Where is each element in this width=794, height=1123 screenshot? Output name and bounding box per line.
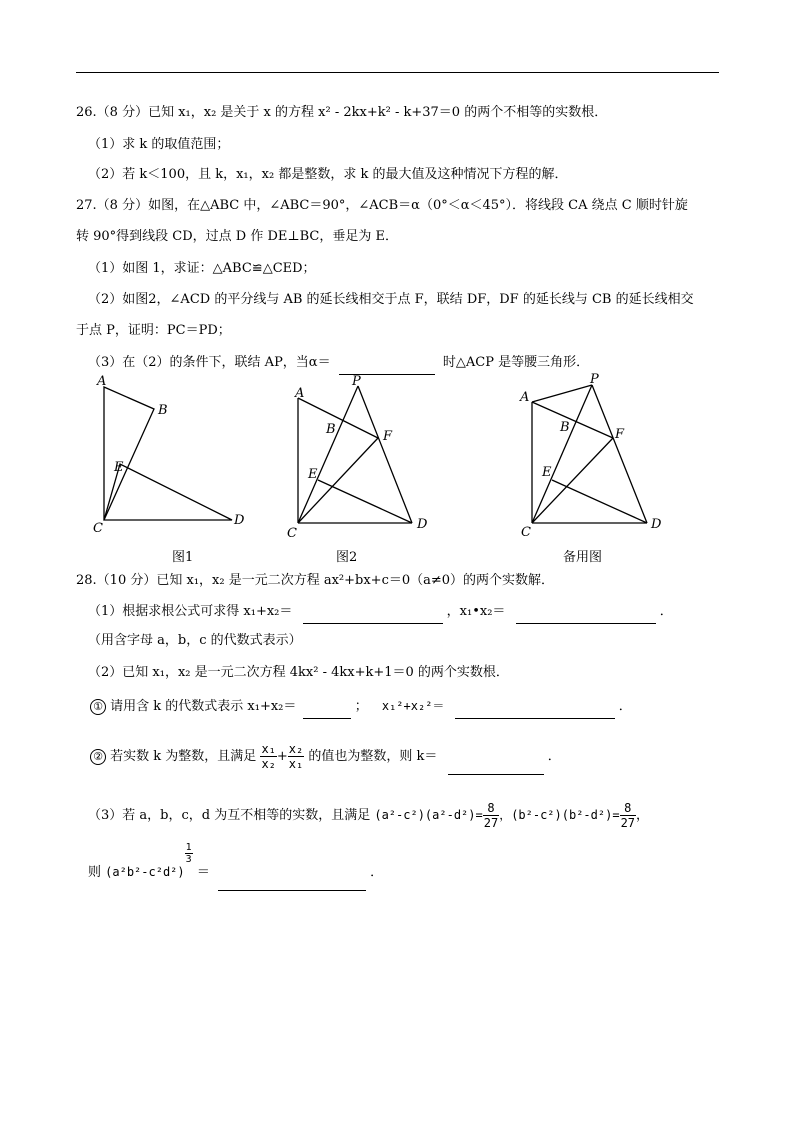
q28-sub2-text-b: 的值也为整数，则 k＝ <box>308 749 438 764</box>
q28-stem: 28.（10 分）已知 x₁，x₂ 是一元二次方程 ax²+bx+c＝0（a≠0）的两个实数解． <box>76 573 555 588</box>
frac1-numerator: x₁ <box>261 742 276 756</box>
figure-spare <box>532 385 647 523</box>
q27-part3-text-a: （3）在（2）的条件下，联结 AP，当α＝ <box>88 355 331 370</box>
q28-sub1-squares-blank[interactable] <box>455 700 615 719</box>
caption-spare-figure: 备用图 <box>563 550 603 565</box>
fraction-8-27-a <box>483 801 499 830</box>
fig1-label-c: C <box>93 521 103 536</box>
frac-8a: 8 <box>483 801 499 816</box>
q26-part2: （2）若 k＜100，且 k，x₁，x₂ 都是整数，求 k 的最大值及这种情况下方程的解． <box>88 167 568 182</box>
spare-label-a: A <box>520 390 530 405</box>
q28-sub2-k-blank[interactable] <box>448 744 544 775</box>
q28-part1-end: ． <box>659 604 673 619</box>
fig2-label-a: A <box>295 386 305 401</box>
figure-1 <box>104 387 232 520</box>
q28-part3-end: ． <box>370 865 384 880</box>
q26-part1: （1）求 k 的取值范围； <box>88 137 230 152</box>
fig2-label-d: D <box>417 517 428 532</box>
exp-denominator: 3 <box>185 854 192 865</box>
q28-sub2-text-a: 若实数 k 为整数，且满足 <box>110 749 257 764</box>
q28-part1-note: （用含字母 a，b，c 的代数式表示） <box>88 633 302 648</box>
spare-label-p: P <box>590 372 599 387</box>
q28-sub1-text-a: 请用含 k 的代数式表示 x₁+x₂＝ <box>110 699 297 714</box>
q28-product-blank[interactable] <box>516 605 656 624</box>
circled-one: ① <box>90 699 106 715</box>
fig1-label-d: D <box>234 513 245 528</box>
q28-part3-text: （3）若 a，b，c，d 为互不相等的实数，且满足 <box>88 808 371 823</box>
q28-sub1 <box>90 697 632 719</box>
q28-part3-line2 <box>88 842 383 891</box>
q27-part3-text-b: 时△ACP 是等腰三角形． <box>442 355 590 370</box>
q28-part1-sum-text: （1）根据求根公式可求得 x₁+x₂＝ <box>88 604 293 619</box>
frac2-numerator: x₂ <box>288 742 304 756</box>
q26-stem: 26.（8 分）已知 x₁，x₂ 是关于 x 的方程 x² - 2kx+k² - k+37＝0 的两个不相等的实数根． <box>76 105 608 120</box>
fraction-8-27-b <box>620 801 636 830</box>
q28-part3-equals: ＝ <box>196 865 210 880</box>
caption-figure-1: 图1 <box>172 550 194 565</box>
q27-part2: （2）如图2，∠ACD 的平分线与 AB 的延长线相交于点 F，联结 DF，DF 的延长线与 CB 的延长线相交 <box>88 292 694 307</box>
spare-label-c: C <box>521 525 531 540</box>
fig1-label-e: E <box>114 460 124 475</box>
fig1-label-a: A <box>97 374 107 389</box>
spare-label-b: B <box>560 420 570 435</box>
q28-part3-then: 则 <box>88 865 102 880</box>
spare-label-f: F <box>615 427 625 442</box>
circled-two: ② <box>90 749 106 765</box>
plus-sign: + <box>276 749 288 764</box>
q28-part3 <box>88 800 649 831</box>
q28-equation-3: (a²b²-c²d²) <box>105 865 185 879</box>
q28-sub1-end: ． <box>618 699 632 714</box>
q28-part1-product-text: ，x₁•x₂＝ <box>446 604 506 619</box>
fraction-x1-over-x2 <box>260 742 276 771</box>
exponent-one-third <box>185 842 193 865</box>
q27-stem: 27.（8 分）如图，在△ABC 中，∠ABC＝90°，∠ACB＝α（0°＜α＜45°）．将线段 CA 绕点 C 顺时针旋 <box>76 198 688 213</box>
q28-equation-1: (a²-c²)(a²-d²)= <box>374 808 483 822</box>
frac1-denominator: x₂ <box>261 757 276 771</box>
spare-label-d: D <box>651 517 662 532</box>
top-rule <box>76 72 719 73</box>
frac-27a: 27 <box>483 816 499 830</box>
q28-sub2-end: ． <box>547 749 561 764</box>
q28-part2: （2）已知 x₁，x₂ 是一元二次方程 4kx² - 4kx+k+1＝0 的两个实数根． <box>88 665 509 680</box>
q27-part1: （1）如图 1，求证：△ABC≌△CED； <box>88 261 316 276</box>
fig2-label-p: P <box>352 374 361 389</box>
q28-part3-blank[interactable] <box>218 860 366 891</box>
q27-stem-line2: 转 90°得到线段 CD，过点 D 作 DE⊥BC，垂足为 E． <box>76 229 398 244</box>
frac-8b: 8 <box>620 801 636 816</box>
q28-sub2 <box>90 742 561 775</box>
fig2-label-b: B <box>326 422 336 437</box>
q27-figures <box>0 370 794 570</box>
q28-part3-comma: ， <box>636 808 650 823</box>
spare-label-e: E <box>542 465 552 480</box>
caption-figure-2: 图2 <box>336 550 358 565</box>
q28-equation-2: ，(b²-c²)(b²-d²)= <box>499 808 620 822</box>
fig1-triangle-abc <box>104 387 154 520</box>
q28-sub1-sum-blank[interactable] <box>303 700 351 719</box>
exp-numerator: 1 <box>185 842 192 853</box>
q28-sub1-squares: x₁²+x₂²＝ <box>381 699 445 713</box>
fig1-label-b: B <box>158 403 168 418</box>
figure-2 <box>298 386 412 523</box>
q28-sum-blank[interactable] <box>303 605 443 624</box>
fig2-label-e: E <box>308 467 318 482</box>
q28-sub1-text-b: ； <box>354 699 368 714</box>
fig2-label-f: F <box>383 429 393 444</box>
fig2-label-c: C <box>287 526 297 541</box>
fraction-x2-over-x1 <box>288 742 304 771</box>
frac2-denominator: x₁ <box>288 757 304 771</box>
q28-part1 <box>88 603 673 624</box>
q27-part2-line2: 于点 P，证明：PC＝PD； <box>76 323 231 338</box>
frac-27b: 27 <box>620 816 636 830</box>
